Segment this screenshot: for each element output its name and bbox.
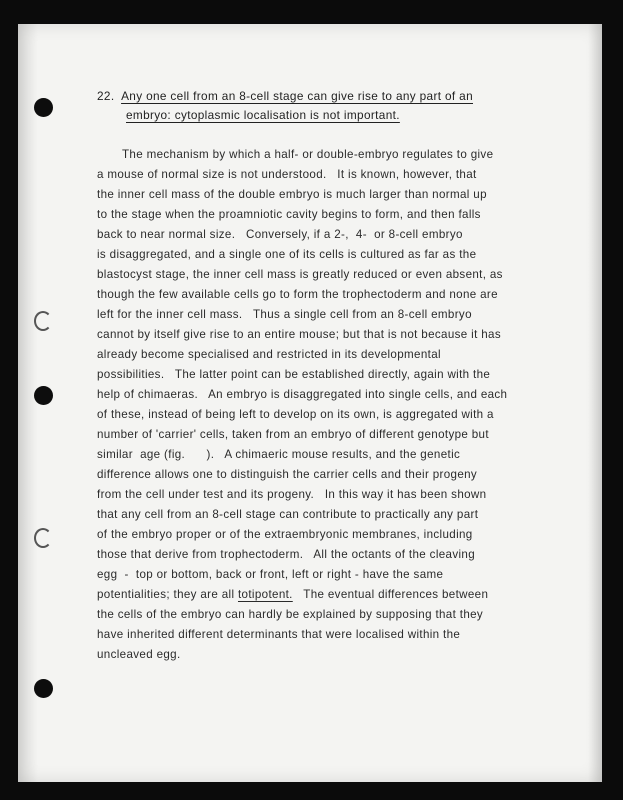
text-line: is disaggregated, and a single one of its cells is cultured as far as the: [97, 248, 477, 261]
text-segment: The eventual differences between: [292, 588, 489, 601]
text-line: already become specialised and restricted in its developmental: [97, 348, 441, 361]
text-line: [97, 588, 488, 602]
section-number: 22.: [97, 89, 115, 103]
text-line: of these, instead of being left to develop on its own, is aggregated with a: [97, 408, 494, 421]
heading-line-1: [97, 89, 473, 103]
binder-mark: [34, 528, 52, 548]
text-line: of the embryo proper or of the extraembryonic membranes, including: [97, 528, 473, 541]
punch-hole: [34, 386, 53, 405]
punch-hole: [34, 679, 53, 698]
text-line: blastocyst stage, the inner cell mass is greatly reduced or even absent, as: [97, 268, 503, 281]
text-line: that any cell from an 8-cell stage can contribute to practically any part: [97, 508, 479, 521]
text-segment: potentialities; they are all: [97, 588, 238, 601]
heading-line-2: [126, 108, 400, 122]
document-page: [18, 24, 602, 782]
text-line: have inherited different determinants that were localised within the: [97, 628, 461, 641]
text-line: cannot by itself give rise to an entire mouse; but that is not because it has: [97, 328, 501, 341]
text-line: though the few available cells go to form the trophectoderm and none are: [97, 288, 498, 301]
punch-hole: [34, 98, 53, 117]
text-line: similar age (fig. ). A chimaeric mouse results, and the genetic: [97, 448, 461, 461]
text-line: the inner cell mass of the double embryo is much larger than normal up: [97, 188, 487, 201]
heading-text: Any one cell from an 8-cell stage can give rise to any part of an: [121, 89, 473, 103]
binder-mark: [34, 311, 52, 331]
text-line: The mechanism by which a half- or double-embryo regulates to give: [122, 148, 494, 161]
text-line: from the cell under test and its progeny. In this way it has been shown: [97, 488, 487, 501]
text-line: a mouse of normal size is not understood. It is known, however, that: [97, 168, 477, 181]
text-line: possibilities. The latter point can be established directly, again with the: [97, 368, 491, 381]
underlined-term: totipotent.: [237, 588, 293, 601]
text-line: uncleaved egg.: [97, 648, 181, 661]
text-line: the cells of the embryo can hardly be explained by supposing that they: [97, 608, 484, 621]
text-line: egg - top or bottom, back or front, left or right - have the same: [97, 568, 444, 581]
text-line: back to near normal size. Conversely, if a 2-, 4- or 8-cell embryo: [97, 228, 463, 241]
heading-text: embryo: cytoplasmic localisation is not important.: [126, 108, 400, 122]
text-line: to the stage when the proamniotic cavity begins to form, and then falls: [97, 208, 481, 221]
text-line: those that derive from trophectoderm. All the octants of the cleaving: [97, 548, 476, 561]
text-line: number of 'carrier' cells, taken from an embryo of different genotype but: [97, 428, 489, 441]
text-line: help of chimaeras. An embryo is disaggregated into single cells, and each: [97, 388, 508, 401]
text-line: difference allows one to distinguish the carrier cells and their progeny: [97, 468, 478, 481]
text-line: left for the inner cell mass. Thus a single cell from an 8-cell embryo: [97, 308, 472, 321]
